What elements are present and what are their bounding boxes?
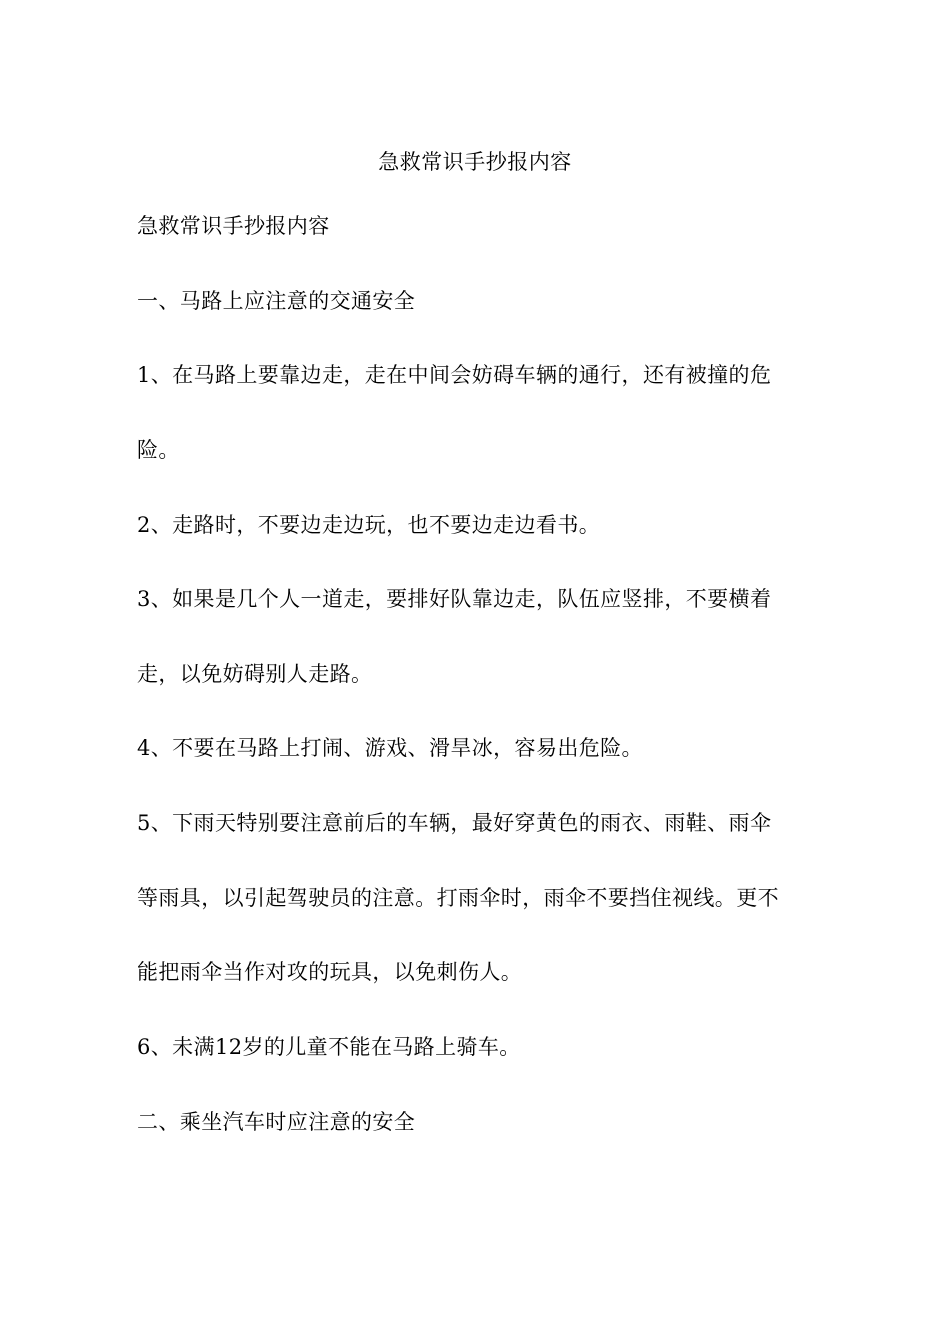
paragraph-line: 1、在马路上要靠边走，走在中间会妨碍车辆的通行，还有被撞的危 — [137, 363, 772, 387]
subtitle: 急救常识手抄报内容 — [137, 214, 330, 238]
section-heading-2: 二、乘坐汽车时应注意的安全 — [137, 1110, 416, 1134]
paragraph-line: 险。 — [137, 438, 180, 462]
section-heading-1: 一、马路上应注意的交通安全 — [137, 289, 416, 313]
document-title: 急救常识手抄报内容 — [378, 150, 572, 174]
paragraph-line: 等雨具，以引起驾驶员的注意。打雨伞时，雨伞不要挡住视线。更不 — [137, 886, 779, 910]
paragraph-line: 5、下雨天特别要注意前后的车辆，最好穿黄色的雨衣、雨鞋、雨伞 — [137, 811, 772, 835]
paragraph-line: 2、走路时，不要边走边玩，也不要边走边看书。 — [137, 513, 601, 537]
paragraph-line: 6、未满12岁的儿童不能在马路上骑车。 — [137, 1035, 521, 1059]
paragraph-line: 4、不要在马路上打闹、游戏、滑旱冰，容易出危险。 — [137, 736, 643, 760]
paragraph-line: 能把雨伞当作对攻的玩具，以免刺伤人。 — [137, 960, 523, 984]
paragraph-line: 3、如果是几个人一道走，要排好队靠边走，队伍应竖排，不要横着 — [137, 587, 772, 611]
paragraph-line: 走，以免妨碍别人走路。 — [137, 662, 373, 686]
